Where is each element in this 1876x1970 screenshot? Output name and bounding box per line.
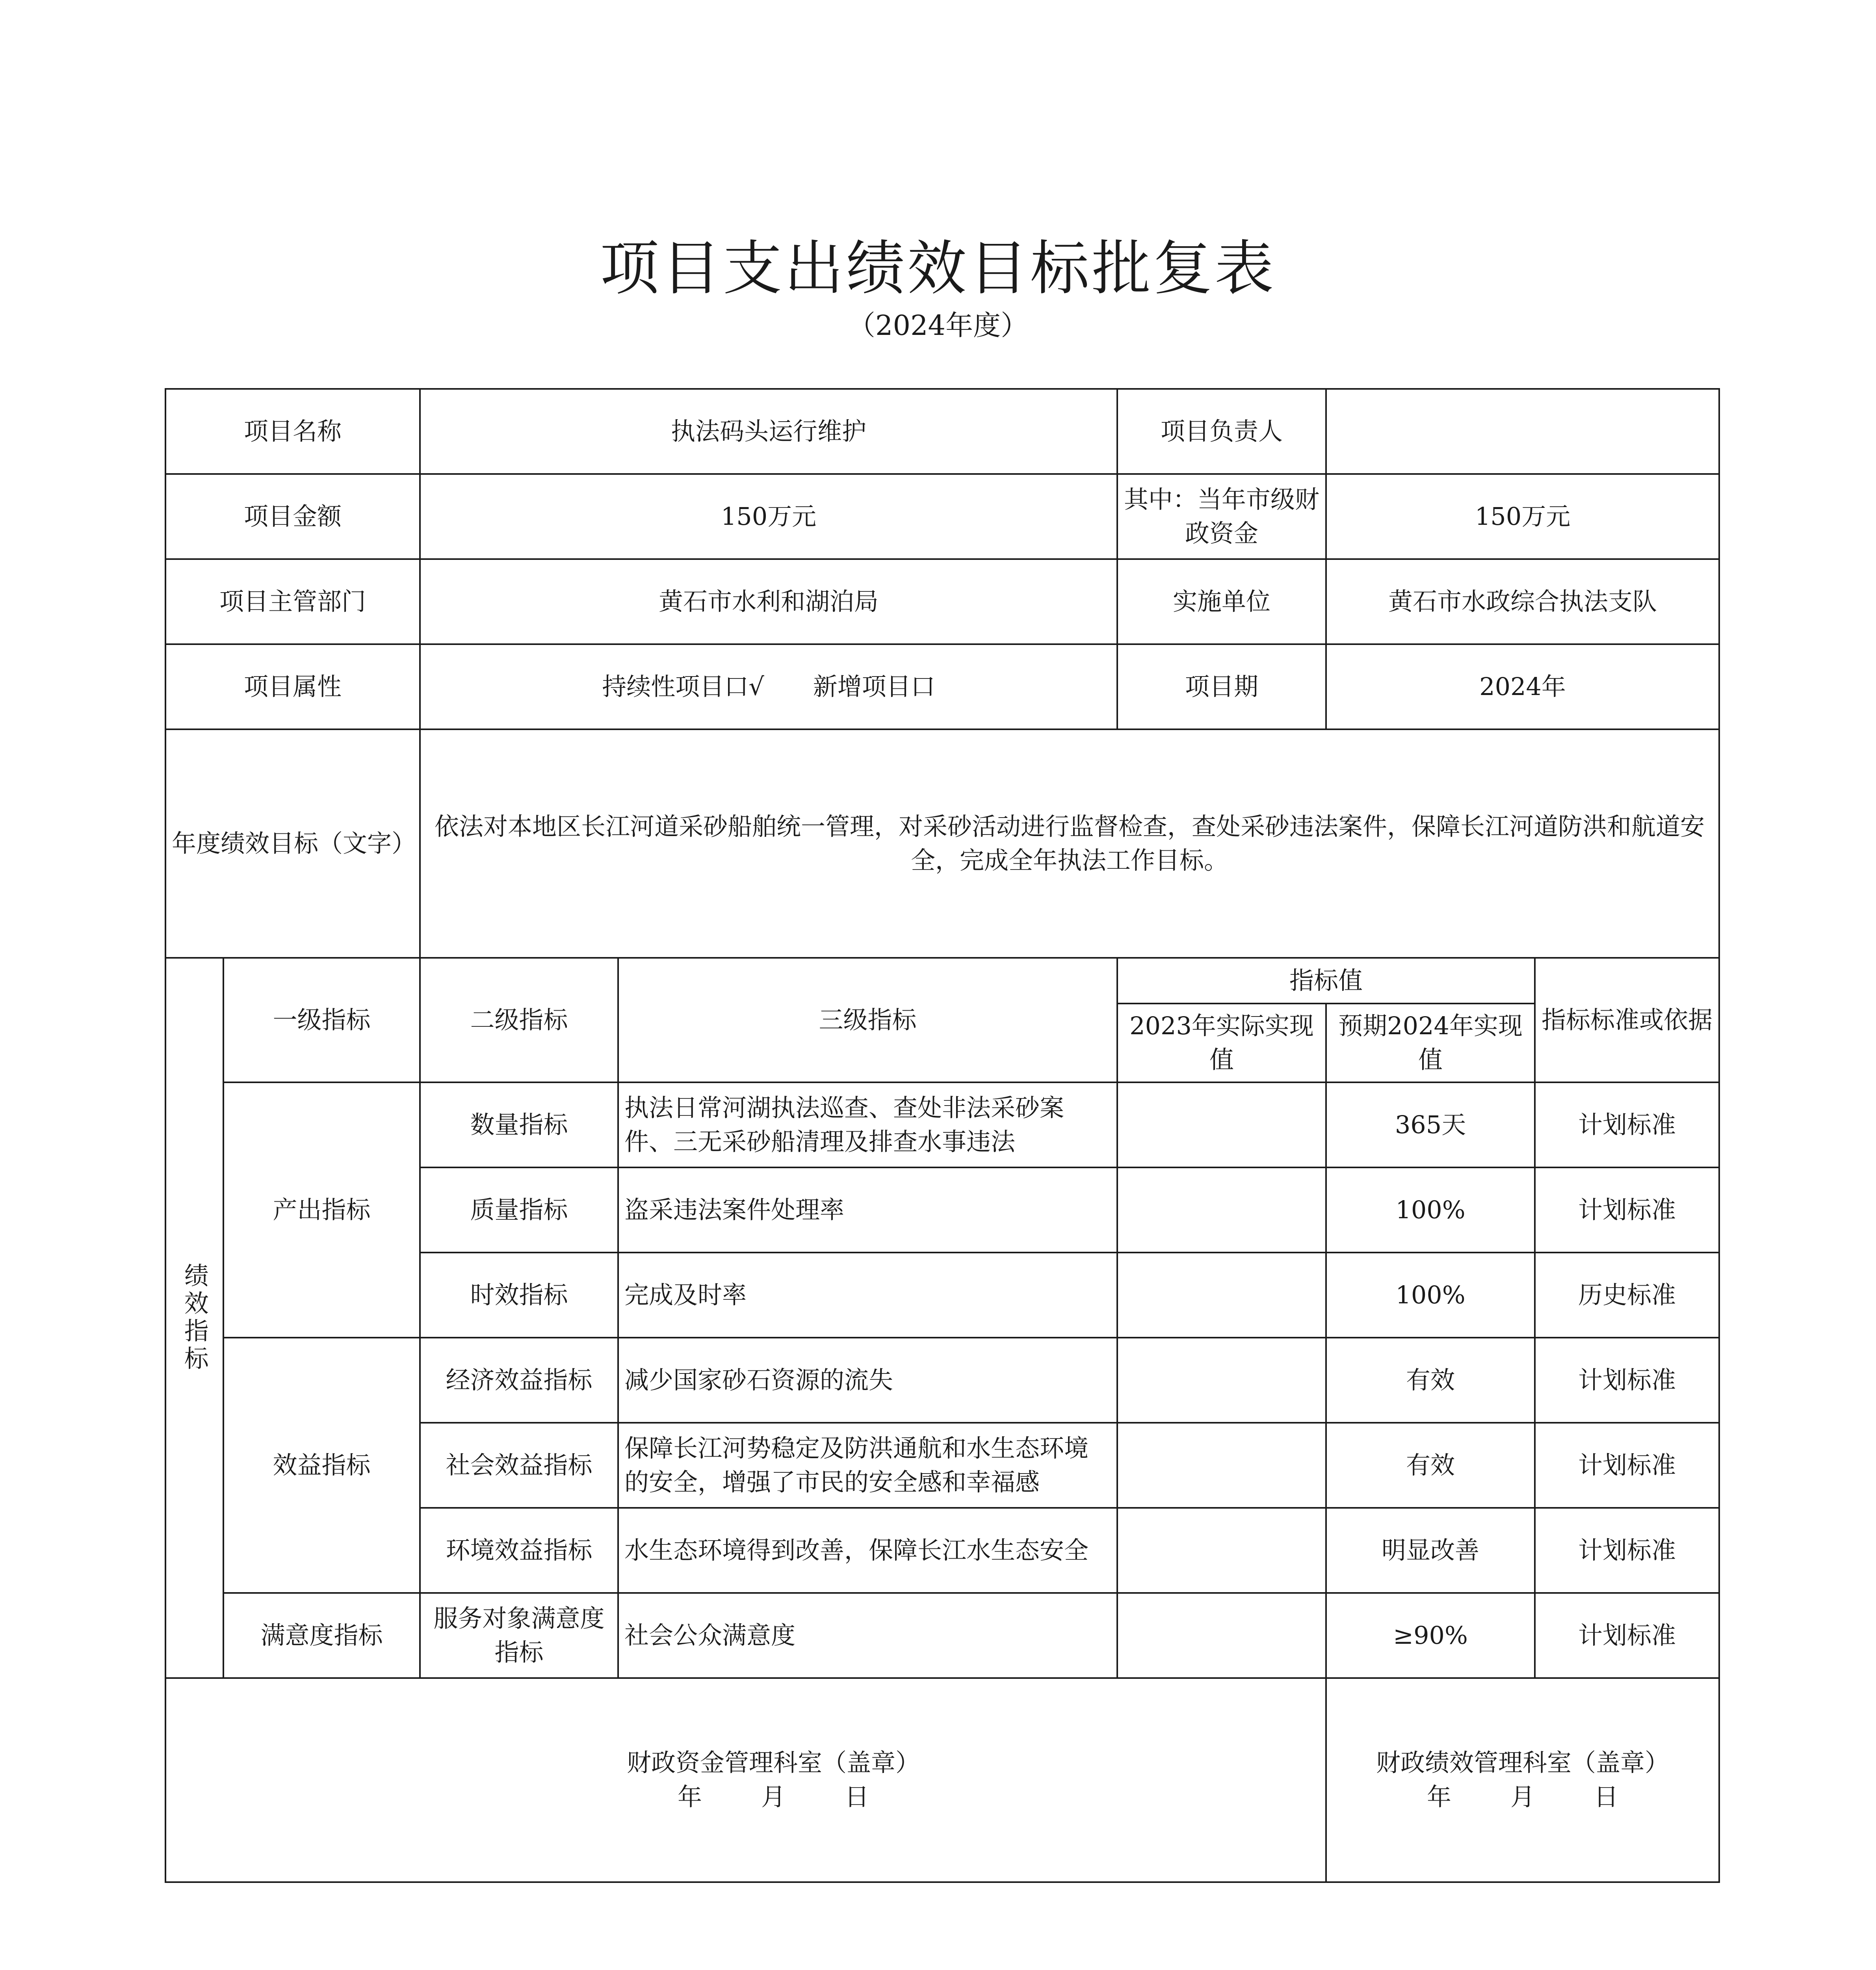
col-value-header: 指标值 [1117,958,1535,1004]
level2-cell: 环境效益指标 [420,1508,618,1593]
right-day: 日 [1594,1782,1619,1811]
dept-value: 黄石市水利和湖泊局 [420,559,1117,644]
expected-cell: ≥90% [1326,1593,1535,1678]
level3-cell: 减少国家砂石资源的流失 [618,1338,1117,1423]
page-subtitle: （2024年度） [847,309,1029,342]
col-level2-header: 二级指标 [420,958,618,1082]
row-attribute [165,644,1719,729]
actual-cell [1117,1253,1326,1338]
row-department [165,559,1719,644]
right-date-line [1332,1780,1713,1814]
actual-cell [1117,1082,1326,1167]
level3-cell: 完成及时率 [618,1253,1117,1338]
level1-benefit: 效益指标 [223,1338,420,1593]
standard-cell: 计划标准 [1535,1167,1719,1253]
expected-cell: 100% [1326,1167,1535,1253]
right-office-name: 财政绩效管理科室（盖章） [1376,1748,1670,1777]
expected-cell: 有效 [1326,1338,1535,1423]
left-office-name: 财政资金管理科室（盖章） [627,1748,920,1777]
row-annual-goal [165,729,1719,958]
col-expected-2024-header: 预期2024年实现值 [1326,1004,1535,1082]
col-level3-header: 三级指标 [618,958,1117,1082]
left-month: 月 [761,1782,786,1811]
goal-label: 年度绩效目标（文字） [165,729,420,958]
level3-cell: 盗采违法案件处理率 [618,1167,1117,1253]
responsible-label: 项目负责人 [1117,389,1326,474]
responsible-value [1326,389,1719,474]
attr-label: 项目属性 [165,644,420,729]
project-name-value: 执法码头运行维护 [420,389,1117,474]
actual-cell [1117,1338,1326,1423]
level3-cell: 保障长江河势稳定及防洪通航和水生态环境的安全，增强了市民的安全感和幸福感 [618,1423,1117,1508]
level3-cell: 执法日常河湖执法巡查、查处非法采砂案件、三无采砂船清理及排查水事违法 [618,1082,1117,1167]
performance-table [165,388,1720,1883]
expected-cell: 有效 [1326,1423,1535,1508]
period-label: 项目期 [1117,644,1326,729]
expected-cell: 明显改善 [1326,1508,1535,1593]
amount-label: 项目金额 [165,474,420,559]
standard-cell: 计划标准 [1535,1593,1719,1678]
city-fund-label: 其中：当年市级财政资金 [1117,474,1326,559]
actual-cell [1117,1508,1326,1593]
row-signatures [165,1678,1719,1882]
table-row [165,1593,1719,1678]
level2-cell: 质量指标 [420,1167,618,1253]
side-label-text: 绩效指标 [180,1263,209,1373]
expected-cell: 365天 [1326,1082,1535,1167]
project-name-label: 项目名称 [165,389,420,474]
level2-cell: 数量指标 [420,1082,618,1167]
level1-satisfaction: 满意度指标 [223,1593,420,1678]
col-actual-2023-header: 2023年实际实现值 [1117,1004,1326,1082]
row-indicator-header-1 [165,958,1719,1004]
left-day: 日 [845,1782,869,1811]
actual-cell [1117,1593,1326,1678]
unit-value: 黄石市水政综合执法支队 [1326,559,1719,644]
unit-label: 实施单位 [1117,559,1326,644]
standard-cell: 计划标准 [1535,1508,1719,1593]
level2-cell: 服务对象满意度指标 [420,1593,618,1678]
standard-cell: 计划标准 [1535,1338,1719,1423]
actual-cell [1117,1167,1326,1253]
left-date-line [227,1780,1320,1814]
right-year: 年 [1427,1782,1452,1811]
amount-value: 150万元 [420,474,1117,559]
goal-text: 依法对本地区长江河道采砂船舶统一管理，对采砂活动进行监督检查，查处采砂违法案件，保障长江河道防洪和航道安全，完成全年执法工作目标。 [420,729,1719,958]
row-project-amount [165,474,1719,559]
standard-cell: 计划标准 [1535,1423,1719,1508]
page-title: 项目支出绩效目标批复表 [600,234,1276,303]
city-fund-value: 150万元 [1326,474,1719,559]
expected-cell: 100% [1326,1253,1535,1338]
actual-cell [1117,1423,1326,1508]
standard-cell: 计划标准 [1535,1082,1719,1167]
col-standard-header: 指标标准或依据 [1535,958,1719,1082]
level3-cell: 社会公众满意度 [618,1593,1117,1678]
col-level1-header: 一级指标 [223,958,420,1082]
period-value: 2024年 [1326,644,1719,729]
table-row [165,1338,1719,1423]
right-month: 月 [1510,1782,1535,1811]
standard-cell: 历史标准 [1535,1253,1719,1338]
row-project-name [165,389,1719,474]
attr-value: 持续性项目口√ 新增项目口 [420,644,1117,729]
level2-cell: 经济效益指标 [420,1338,618,1423]
level1-output: 产出指标 [223,1082,420,1338]
level2-cell: 社会效益指标 [420,1423,618,1508]
level3-cell: 水生态环境得到改善，保障长江水生态安全 [618,1508,1117,1593]
dept-label: 项目主管部门 [165,559,420,644]
indicator-side-label [165,958,223,1678]
table-row [165,1082,1719,1167]
right-signature-block [1326,1678,1719,1882]
left-signature-block [165,1678,1326,1882]
level2-cell: 时效指标 [420,1253,618,1338]
left-year: 年 [677,1782,702,1811]
